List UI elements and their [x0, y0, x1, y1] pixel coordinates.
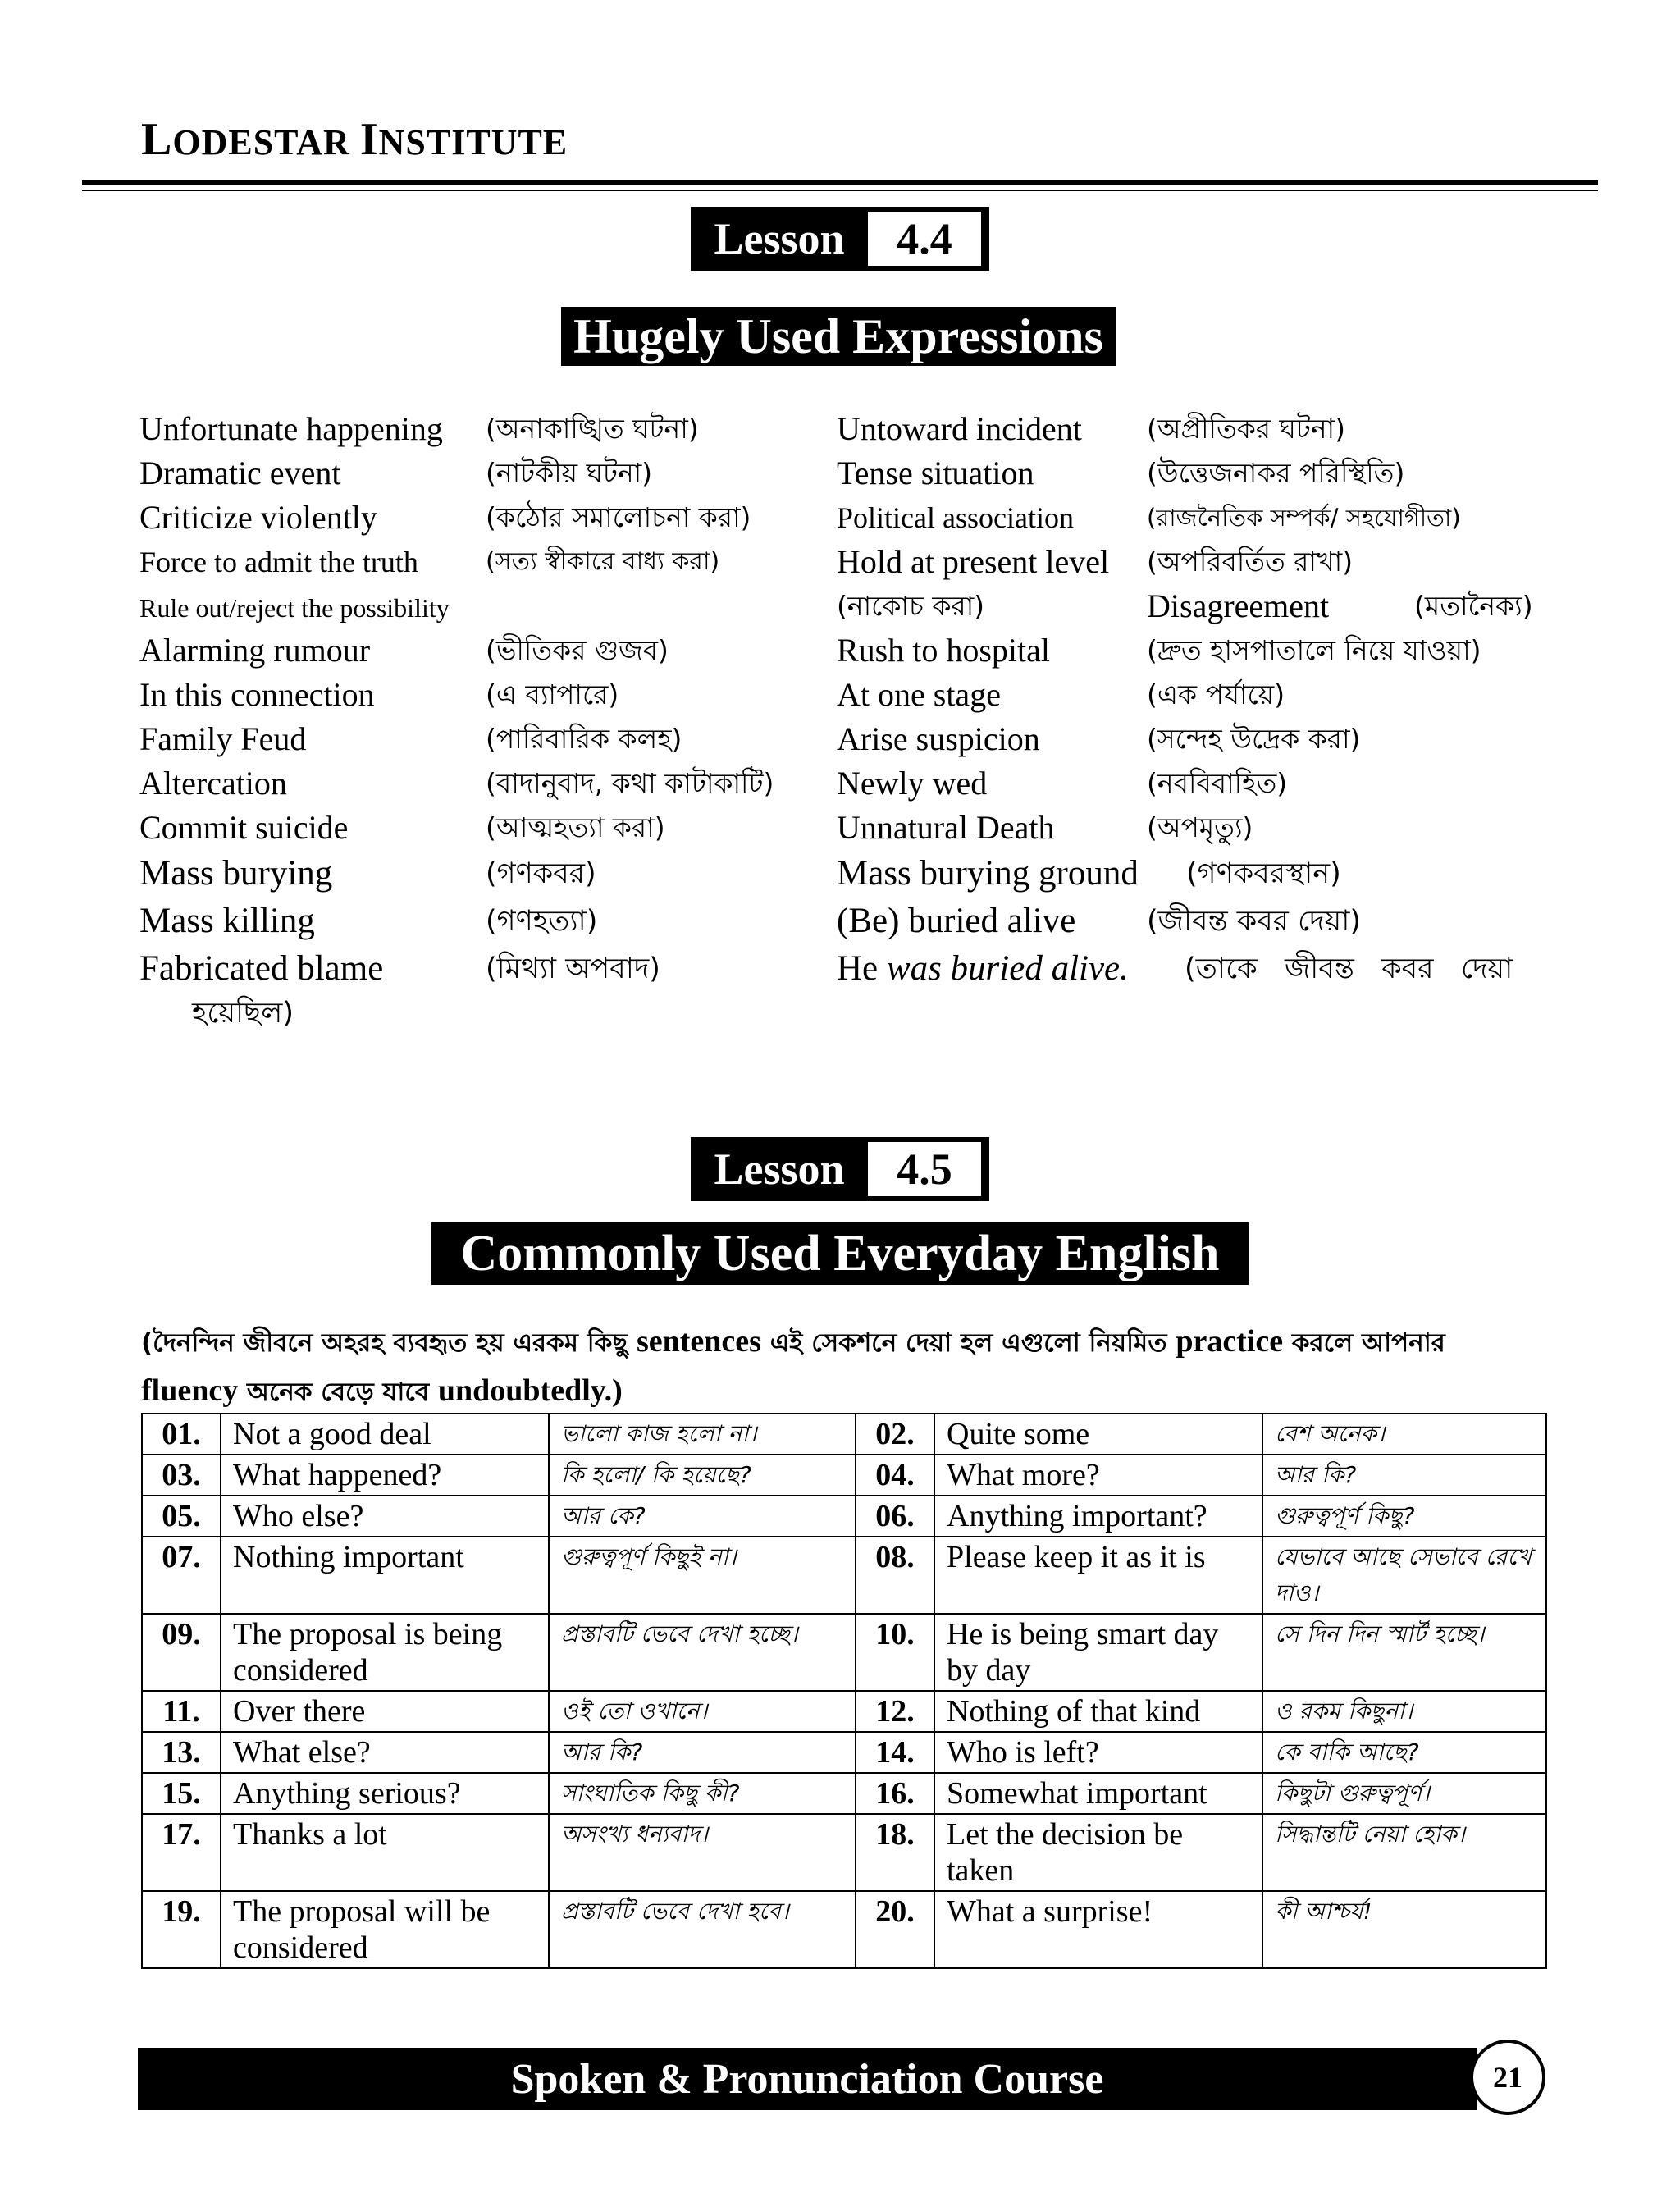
expression-right-2: Tense situation [837, 455, 1034, 491]
expression-right-3-bn: (রাজনৈতিক সম্পর্ক/ সহযোগীতা) [1147, 504, 1461, 532]
expression-right-4: Hold at present level [837, 543, 1110, 580]
table-row [142, 1732, 1546, 1773]
phrase-english: What happened? [221, 1455, 549, 1496]
phrase-english: Somewhat important [934, 1773, 1262, 1814]
expression-left-1: Unfortunate happening [139, 410, 443, 447]
header-rest-2: NSTITUTE [378, 122, 568, 162]
phrase-bengali: কী আশ্চর্য! [1262, 1891, 1546, 1968]
table-row [142, 1537, 1546, 1614]
table-row [142, 1614, 1546, 1691]
lesson-4-4-badge [691, 207, 989, 271]
expression-left-9-bn: (বাদানুবাদ, কথা কাটাকাটি) [486, 767, 774, 799]
expression-right-10-bn: (অপমৃত্যু) [1147, 811, 1253, 843]
phrase-number: 19. [142, 1891, 221, 1968]
phrase-number: 05. [142, 1496, 221, 1537]
expression-right-2-bn: (উত্তেজনাকর পরিস্থিতি) [1147, 457, 1405, 489]
expression-left-5: Rule out/reject the possibility [139, 593, 450, 623]
expression-wrap-continuation: হয়েছিল) [192, 997, 294, 1030]
phrase-english: What a surprise! [934, 1891, 1262, 1968]
phrase-number: 12. [856, 1691, 934, 1732]
phrase-english: He is being smart day by day [934, 1614, 1262, 1691]
expression-right-4-bn: (অপরিবর্তিত রাখা) [1147, 546, 1354, 578]
expression-right-8: Arise suspicion [837, 720, 1040, 757]
phrase-number: 18. [856, 1814, 934, 1891]
phrase-number: 16. [856, 1773, 934, 1814]
page-number-circle [1470, 2040, 1545, 2115]
phrase-english: Not a good deal [221, 1414, 549, 1455]
expression-left-10-bn: (আত্মহত্যা করা) [486, 811, 665, 843]
expression-left-9: Altercation [139, 765, 287, 802]
lesson-number: 4.5 [868, 1142, 981, 1196]
expression-right-12: (Be) buried alive [837, 902, 1076, 940]
phrase-english: Let the decision be taken [934, 1814, 1262, 1891]
expression-left-3-bn: (কঠোর সমালোচনা করা) [486, 501, 751, 533]
header-cap-1: L [141, 114, 173, 165]
header-divider-thick [82, 180, 1598, 185]
phrase-bengali: প্রস্তাবটি ভেবে দেখা হচ্ছে। [549, 1614, 856, 1691]
phrase-number: 04. [856, 1455, 934, 1496]
phrase-bengali: কি হলো/ কি হয়েছে? [549, 1455, 856, 1496]
phrase-number: 11. [142, 1691, 221, 1732]
expression-left-10: Commit suicide [139, 809, 349, 846]
expression-left-2: Dramatic event [139, 455, 341, 491]
expression-left-12-bn: (গণহত্যা) [486, 905, 598, 938]
phrase-bengali: আর কি? [1262, 1455, 1546, 1496]
lesson-number: 4.4 [868, 212, 981, 266]
table-row [142, 1414, 1546, 1455]
phrase-bengali: আর কি? [549, 1732, 856, 1773]
expression-left-7-bn: (এ ব্যাপারে) [486, 678, 619, 710]
expression-right-1: Untoward incident [837, 410, 1082, 447]
expression-right-9: Newly wed [837, 765, 988, 802]
phrase-table [141, 1413, 1547, 1969]
lesson-4-5-badge [691, 1137, 989, 1201]
phrase-bengali: গুরুত্বপূর্ণ কিছু? [1262, 1496, 1546, 1537]
expression-left-3: Criticize violently [139, 499, 377, 536]
expression-right-1-bn: (অপ্রীতিকর ঘটনা) [1147, 413, 1345, 445]
course-footer-bar [138, 2048, 1477, 2110]
expression-left-13-bn: (মিথ্যা অপবাদ) [486, 953, 660, 985]
phrase-bengali: প্রস্তাবটি ভেবে দেখা হবে। [549, 1891, 856, 1968]
table-row [142, 1691, 1546, 1732]
phrase-bengali: সাংঘাতিক কিছু কী? [549, 1773, 856, 1814]
phrase-english: Nothing important [221, 1537, 549, 1614]
phrase-number: 03. [142, 1455, 221, 1496]
expression-right-7-bn: (এক পর্যায়ে) [1147, 678, 1285, 710]
phrase-english: Anything serious? [221, 1773, 549, 1814]
phrase-number: 17. [142, 1814, 221, 1891]
course-name: Spoken & Pronunciation Course [510, 2055, 1104, 2103]
phrase-bengali: গুরুত্বপূর্ণ কিছুই না। [549, 1537, 856, 1614]
table-row [142, 1891, 1546, 1968]
expression-left-12: Mass killing [139, 902, 315, 940]
phrase-bengali: কে বাকি আছে? [1262, 1732, 1546, 1773]
table-row [142, 1455, 1546, 1496]
phrase-number: 13. [142, 1732, 221, 1773]
phrase-bengali: ওই তো ওখানে। [549, 1691, 856, 1732]
expression-left-6: Alarming rumour [139, 632, 371, 669]
phrase-bengali: অসংখ্য ধন্যবাদ। [549, 1814, 856, 1891]
phrase-english: Quite some [934, 1414, 1262, 1455]
expression-right-3: Political association [837, 501, 1074, 534]
phrase-number: 06. [856, 1496, 934, 1537]
expression-left-13: Fabricated blame [139, 949, 384, 988]
expression-right-9-bn: (নববিবাহিত) [1147, 767, 1288, 799]
table-row [142, 1496, 1546, 1537]
section-title-commonly-used-everyday-english: Commonly Used Everyday English [431, 1222, 1249, 1285]
phrase-bengali: বেশ অনেক। [1262, 1414, 1546, 1455]
phrase-bengali: আর কে? [549, 1496, 856, 1537]
expression-right-6: Rush to hospital [837, 632, 1051, 669]
expression-right-6-bn: (দ্রুত হাসপাতালে নিয়ে যাওয়া) [1147, 634, 1481, 666]
header-rest-1: ODESTAR [172, 122, 360, 162]
expression-right-11: Mass burying ground [837, 854, 1139, 893]
phrase-english: Nothing of that kind [934, 1691, 1262, 1732]
phrase-number: 15. [142, 1773, 221, 1814]
phrase-number: 02. [856, 1414, 934, 1455]
phrase-number: 09. [142, 1614, 221, 1691]
expression-left-4: Force to admit the truth [139, 546, 418, 578]
header-divider-thin [82, 190, 1598, 191]
lesson-label: Lesson [714, 214, 845, 263]
phrase-english: Thanks a lot [221, 1814, 549, 1891]
expression-right-11-bn: (গণকবরস্থান) [1186, 857, 1341, 890]
phrase-english: Please keep it as it is [934, 1537, 1262, 1614]
phrase-english: Who else? [221, 1496, 549, 1537]
phrase-english: Over there [221, 1691, 549, 1732]
lesson-label: Lesson [714, 1144, 845, 1194]
expression-left-2-bn: (নাটকীয় ঘটনা) [486, 457, 653, 489]
lesson-intro-text: (দৈনন্দিন জীবনে অহরহ ব্যবহৃত হয় এরকম কিছু sentences এই সেকশনে দেয়া হল এগুলো নিয়মিত practice করলে আপনার fluency অনেক বেড়ে যাবে undoubtedly.) [141, 1324, 1445, 1408]
header-cap-2: I [359, 114, 379, 165]
expression-left-7: In this connection [139, 676, 375, 713]
phrase-english: Anything important? [934, 1496, 1262, 1537]
phrase-number: 20. [856, 1891, 934, 1968]
page-number: 21 [1493, 2061, 1522, 2094]
phrase-number: 07. [142, 1537, 221, 1614]
expression-left-6-bn: (ভীতিকর গুজব) [486, 634, 669, 666]
phrase-bengali: সে দিন দিন স্মার্ট হচ্ছে। [1262, 1614, 1546, 1691]
phrase-bengali: ভালো কাজ হলো না। [549, 1414, 856, 1455]
institute-header [141, 114, 568, 165]
phrase-table-body [142, 1414, 1546, 1968]
expression-right-8-bn: (সন্দেহ উদ্রেক করা) [1147, 723, 1361, 755]
expression-right-13: He was buried alive. [837, 949, 1129, 988]
expression-left-11: Mass burying [139, 854, 333, 893]
expression-right-5: (নাকোচ করা) [837, 590, 985, 622]
phrase-number: 08. [856, 1537, 934, 1614]
expression-right-5-bn: (মতানৈক্য) [1414, 590, 1533, 622]
expression-left-8: Family Feud [139, 720, 307, 757]
expression-left-1-bn: (অনাকাঙ্খিত ঘটনা) [486, 413, 699, 445]
phrase-english: What more? [934, 1455, 1262, 1496]
expression-right-5-en: Disagreement [1147, 587, 1330, 624]
phrase-bengali: কিছুটা গুরুত্বপূর্ণ। [1262, 1773, 1546, 1814]
section-title-hugely-used-expressions: Hugely Used Expressions [561, 307, 1116, 366]
table-row [142, 1814, 1546, 1891]
expression-left-4-bn: (সত্য স্বীকারে বাধ্য করা) [486, 547, 720, 576]
expression-right-13-bn: (তাকে জীবন্ত কবর দেয়া [1185, 953, 1513, 985]
expression-left-11-bn: (গণকবর) [486, 857, 596, 890]
phrase-bengali: যেভাবে আছে সেভাবে রেখে দাও। [1262, 1537, 1546, 1614]
phrase-number: 10. [856, 1614, 934, 1691]
phrase-english: What else? [221, 1732, 549, 1773]
expression-right-7: At one stage [837, 676, 1001, 713]
expression-left-8-bn: (পারিবারিক কলহ) [486, 723, 682, 755]
expression-right-10: Unnatural Death [837, 809, 1055, 846]
phrase-english: The proposal is being considered [221, 1614, 549, 1691]
phrase-number: 14. [856, 1732, 934, 1773]
expression-right-12-bn: (জীবন্ত কবর দেয়া) [1147, 905, 1362, 938]
phrase-number: 01. [142, 1414, 221, 1455]
phrase-bengali: সিদ্ধান্তটি নেয়া হোক। [1262, 1814, 1546, 1891]
phrase-bengali: ও রকম কিছুনা। [1262, 1691, 1546, 1732]
table-row [142, 1773, 1546, 1814]
phrase-english: Who is left? [934, 1732, 1262, 1773]
phrase-english: The proposal will be considered [221, 1891, 549, 1968]
